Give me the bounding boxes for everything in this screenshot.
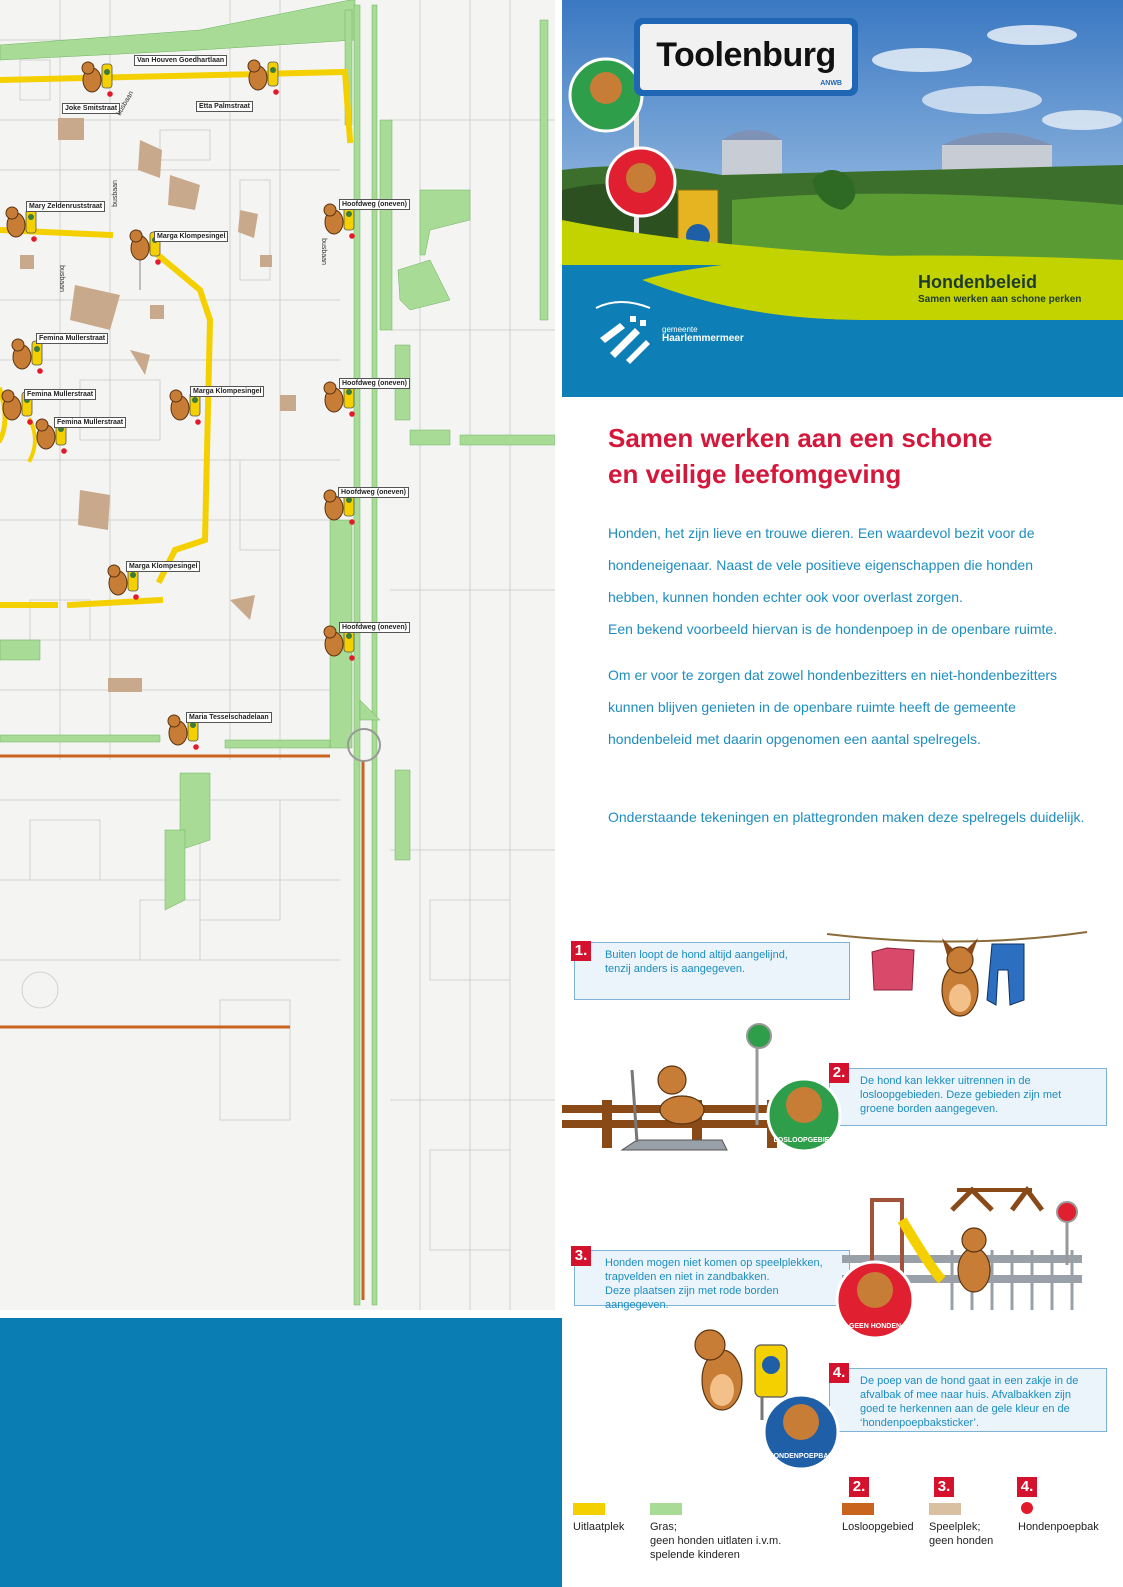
road-label-busbaan-3: busbaan — [57, 265, 65, 292]
legend-label-uitlaatplek: Uitlaatplek — [573, 1521, 625, 1533]
intro-paragraph-2 — [608, 659, 1118, 755]
legend-dot-hondenpoepbak — [1021, 1502, 1033, 1514]
street-label-hoofdweg-1: Hoofdweg (oneven) — [339, 199, 410, 210]
legend-swatch-losloopgebied — [842, 1503, 874, 1515]
p1-line-3: hebben, kunnen honden echter ook voor overlast zorgen. — [608, 589, 963, 605]
rule-number-1: 1. — [571, 941, 591, 961]
rule-number-3: 3. — [571, 1246, 591, 1266]
cover-photo — [562, 0, 1123, 265]
rule-number-2: 2. — [829, 1063, 849, 1083]
rule-box-3: Honden mogen niet komen op speelplekken, trapvelden en niet in zandbakken. Deze plaatsen zijn met rode borden aangegeven. — [574, 1250, 850, 1306]
street-label-femina-1: Femina Mullerstraat — [36, 333, 108, 344]
street-label-femina-2: Femina Mullerstraat — [24, 389, 96, 400]
haarlemmermeer-logo-icon — [590, 298, 660, 368]
p1-line-2: hondeneigenaar. Naast de vele positieve eigenschappen die honden — [608, 557, 1034, 573]
legend-number-2: 2. — [849, 1477, 869, 1497]
legend-swatch-speelplek — [929, 1503, 961, 1515]
street-label-joke: Joke Smitstraat — [62, 103, 120, 114]
clothesline-illustration — [827, 932, 1087, 1016]
street-label-marga-2: Marga Klompesingel — [190, 386, 264, 397]
treadmill-illustration — [562, 1024, 792, 1150]
town-sign — [634, 18, 858, 96]
cover-title: Hondenbeleid — [918, 272, 1038, 292]
hondenpoepbak-badge-icon — [764, 1395, 838, 1469]
intro-paragraph-1 — [608, 517, 1118, 645]
p2-line-3: hondenbeleid met daarin opgenomen een aantal spelregels. — [608, 731, 981, 747]
map-street-grid — [0, 0, 555, 1310]
losloop-badge-text: LOSLOOPGEBIED — [773, 1137, 835, 1144]
p1-line-4: Een bekend voorbeeld hiervan is de hondenpoep in de openbare ruimte. — [608, 621, 1058, 637]
map-drawing — [0, 0, 555, 1310]
losloop-badge-icon — [768, 1079, 840, 1151]
dog-bin-marker — [82, 62, 113, 97]
rule-box-1: Buiten loopt de hond altijd aangelijnd, tenzij anders is aangegeven. — [574, 942, 850, 1000]
town-sign-brand: ANWB — [820, 80, 842, 87]
street-label-maria: Maria Tesselschadelaan — [186, 712, 272, 723]
bottom-blue-panel — [0, 1318, 562, 1587]
dog-bin-marker — [248, 60, 279, 95]
map-grass-areas — [0, 0, 555, 1305]
legend-swatch-gras — [650, 1503, 682, 1515]
legend-label-gras: Gras; geen honden uitlaten i.v.m. spelende kinderen — [650, 1521, 782, 1561]
legend-label-speelplek: Speelplek; geen honden — [929, 1521, 994, 1547]
intro-paragraph-3: Onderstaande tekeningen en plattegronden maken deze spelregels duidelijk. — [608, 809, 1085, 825]
street-label-etta: Etta Palmstraat — [196, 101, 253, 112]
map-markers — [2, 60, 355, 750]
logo-gemeente: gemeente — [662, 325, 698, 334]
street-label-hoofdweg-3: Hoofdweg (oneven) — [338, 487, 409, 498]
headline — [608, 420, 1108, 492]
p2-line-2: kunnen blijven genieten in de openbare ruimte heeft de gemeente — [608, 699, 1016, 715]
street-label-van-houven: Van Houven Goedhartlaan — [134, 55, 227, 66]
geen-honden-badge-icon — [837, 1262, 913, 1338]
geen-honden-badge-text: GEEN HONDEN — [848, 1323, 902, 1330]
legend-label-losloopgebied: Losloopgebied — [842, 1521, 914, 1533]
legend-swatch-uitlaatplek — [573, 1503, 605, 1515]
street-label-femina-3: Femina Mullerstraat — [54, 417, 126, 428]
rule-illustrations — [562, 920, 1123, 1500]
street-label-marga-3: Marga Klompesingel — [126, 561, 200, 572]
rule-box-4: De poep van de hond gaat in een zakje in de afvalbak of mee naar huis. Afvalbakken zijn goed te herkennen aan de gele kleur en de ‘hondenpoepbaksticker’. — [829, 1368, 1107, 1432]
p1-line-1: Honden, het zijn lieve en trouwe dieren. Een waardevol bezit voor de — [608, 525, 1035, 541]
rule-box-2: De hond kan lekker uitrennen in de losloopgebieden. Deze gebieden zijn met groene borden aangegeven. — [829, 1068, 1107, 1126]
hondenpoepbak-badge-text: HONDENPOEPBAK — [768, 1453, 834, 1460]
cover-subtitle: Samen werken aan schone perken — [918, 294, 1082, 305]
p2-line-1: Om er voor te zorgen dat zowel hondenbezitters en niet-hondenbezitters — [608, 667, 1058, 683]
map-panel[interactable] — [0, 0, 555, 1310]
street-label-mary: Mary Zeldenruststraat — [26, 201, 105, 212]
street-label-hoofdweg-2: Hoofdweg (oneven) — [339, 378, 410, 389]
legend-label-hondenpoepbak: Hondenpoepbak — [1018, 1521, 1099, 1533]
headline-line-1: Samen werken aan een schone — [608, 423, 993, 453]
town-sign-text: Toolenburg — [656, 36, 836, 74]
headline-line-2: en veilige leefomgeving — [608, 459, 902, 489]
dog-bin-marker — [6, 207, 37, 242]
town-sign-face — [640, 24, 852, 90]
road-label-busbaan-1: busbaan — [115, 90, 136, 117]
legend-number-4: 4. — [1017, 1477, 1037, 1497]
logo-haarlemmermeer: Haarlemmermeer — [662, 333, 744, 344]
road-label-busbaan-4: busbaan — [319, 238, 327, 265]
street-label-marga-1: Marga Klompesingel — [154, 231, 228, 242]
rule-number-4: 4. — [829, 1363, 849, 1383]
road-label-busbaan-2: busbaan — [111, 180, 119, 207]
legend-number-3: 3. — [934, 1477, 954, 1497]
street-label-hoofdweg-4: Hoofdweg (oneven) — [339, 622, 410, 633]
dog-bin-marker — [12, 339, 43, 374]
cover-panel — [562, 0, 1123, 397]
